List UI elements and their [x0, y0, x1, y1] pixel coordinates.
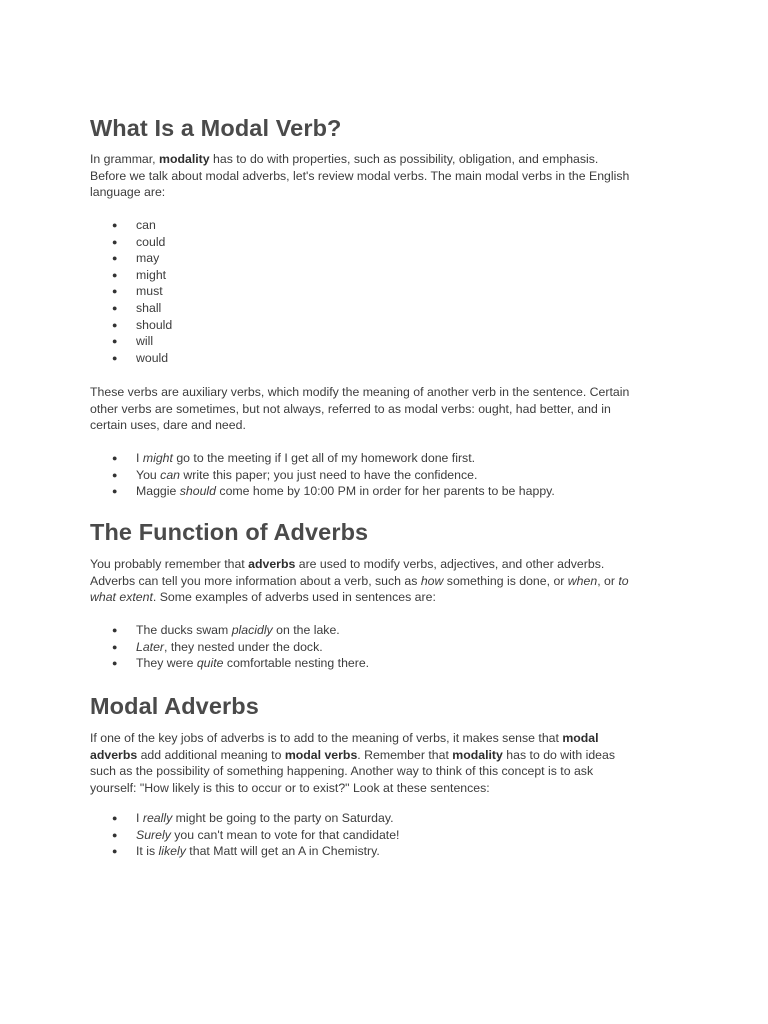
text: come home by 10:00 PM in order for her parents to be happy.	[216, 484, 555, 499]
list-item	[90, 234, 172, 251]
list-item-text: might	[136, 267, 167, 282]
list-item	[90, 810, 399, 827]
list-item	[90, 267, 172, 284]
text: If one of the key jobs of adverbs is to add to the meaning of verbs, it makes sense that	[90, 731, 563, 745]
text: write this paper; you just need to have the confidence.	[180, 467, 478, 482]
bullet-icon: ●	[112, 336, 118, 347]
text: The ducks swam	[136, 623, 232, 637]
modal-adverb-examples-list	[90, 810, 399, 860]
list-item	[90, 283, 172, 300]
list-item-text: would	[136, 350, 169, 365]
bold-term: modal verbs	[284, 747, 358, 762]
list-item	[90, 450, 555, 467]
bullet-icon: ●	[112, 236, 118, 247]
list-item-text: will	[136, 334, 154, 349]
bullet-icon: ●	[112, 829, 118, 840]
emphasis: might	[142, 451, 173, 465]
bold-term: adverbs	[248, 557, 296, 571]
text: certain uses, dare and need.	[90, 418, 246, 432]
bullet-icon: ●	[112, 286, 118, 297]
text: Maggie	[136, 484, 180, 499]
emphasis: should	[179, 484, 216, 499]
heading-function-of-adverbs: The Function of Adverbs	[90, 519, 369, 545]
emphasis: how	[420, 573, 444, 588]
bold-term: modality	[159, 152, 210, 166]
bullet-icon: ●	[112, 302, 118, 313]
text: on the lake.	[272, 623, 340, 637]
emphasis: likely	[158, 844, 186, 859]
bullet-icon: ●	[112, 641, 118, 652]
text: you can't mean to vote for that candidate!	[170, 827, 400, 842]
text: language are:	[90, 185, 166, 199]
list-item	[90, 217, 172, 234]
text: You	[136, 467, 161, 482]
bullet-icon: ●	[112, 352, 118, 363]
heading-what-is-modal-verb: What Is a Modal Verb?	[90, 115, 342, 141]
bullet-icon: ●	[112, 813, 118, 823]
bold-term: modal	[562, 731, 599, 745]
list-item-text: could	[136, 234, 166, 249]
bullet-icon: ●	[112, 658, 118, 669]
text: has to do with ideas	[502, 747, 615, 762]
list-item-text: may	[136, 251, 160, 266]
bullet-icon: ●	[112, 486, 118, 497]
emphasis: quite	[196, 656, 224, 671]
intro-paragraph	[90, 151, 629, 201]
list-item-text: shall	[136, 300, 162, 315]
list-item	[90, 250, 172, 267]
bullet-icon: ●	[112, 220, 118, 230]
list-item	[90, 827, 399, 844]
text: In grammar,	[90, 152, 160, 166]
text: , or	[597, 573, 619, 588]
bullet-icon: ●	[112, 253, 118, 264]
text: comfortable nesting there.	[223, 656, 370, 671]
list-item	[90, 843, 399, 860]
emphasis: can	[160, 467, 180, 482]
bullet-icon: ●	[112, 269, 118, 280]
list-item	[90, 483, 555, 500]
list-item-text: should	[136, 317, 173, 332]
emphasis: placidly	[231, 623, 273, 637]
text: They were	[136, 656, 197, 671]
bullet-icon: ●	[112, 319, 118, 330]
text: , they nested under the dock.	[164, 639, 323, 654]
text: I	[136, 811, 143, 825]
heading-modal-adverbs: Modal Adverbs	[90, 693, 259, 719]
adverbs-paragraph	[90, 556, 629, 606]
emphasis: Surely	[136, 827, 171, 842]
text: These verbs are auxiliary verbs, which modify the meaning of another verb in the sentence. Certain	[90, 385, 630, 399]
modal-verbs-list	[90, 217, 172, 366]
emphasis: really	[142, 811, 173, 825]
auxiliary-verbs-paragraph	[90, 384, 629, 434]
modal-adverbs-paragraph	[90, 730, 615, 796]
text: go to the meeting if I get all of my homework done first.	[172, 451, 476, 465]
text: . Some examples of adverbs used in sentences are:	[152, 590, 436, 604]
text: It is	[136, 844, 159, 859]
text: You probably remember that	[90, 557, 249, 571]
list-item	[90, 300, 172, 317]
list-item	[90, 317, 172, 334]
list-item	[90, 350, 172, 367]
bold-term: modality	[452, 747, 503, 762]
text: might be going to the party on Saturday.	[172, 811, 394, 825]
list-item-text: can	[136, 218, 156, 232]
list-item-text: must	[136, 284, 163, 299]
emphasis: to	[618, 573, 629, 588]
text: I	[136, 451, 143, 465]
text: add additional meaning to	[137, 747, 285, 762]
bullet-icon: ●	[112, 846, 118, 857]
text: something is done, or	[443, 573, 568, 588]
text: other verbs are sometimes, but not always, referred to as modal verbs: ought, had better, and in	[90, 401, 611, 416]
text: Before we talk about modal adverbs, let's review modal verbs. The main modal verbs in the English	[90, 168, 630, 183]
text: . Remember that	[357, 747, 453, 762]
bullet-icon: ●	[112, 453, 118, 463]
text: that Matt will get an A in Chemistry.	[185, 844, 380, 859]
bold-term: adverbs	[90, 747, 138, 762]
bullet-icon: ●	[112, 625, 118, 635]
emphasis: what extent	[90, 590, 153, 604]
modal-verb-examples-list	[90, 450, 555, 500]
list-item	[90, 655, 369, 672]
bullet-icon: ●	[112, 469, 118, 480]
list-item	[90, 622, 369, 639]
emphasis: when	[567, 573, 598, 588]
text: Adverbs can tell you more information about a verb, such as	[90, 573, 421, 588]
text: has to do with properties, such as possibility, obligation, and emphasis.	[209, 152, 599, 166]
text: are used to modify verbs, adjectives, and other adverbs.	[295, 557, 605, 571]
adverb-examples-list	[90, 622, 369, 672]
text: yourself: "How likely is this to occur or to exist?" Look at these sentences:	[90, 780, 490, 795]
list-item	[90, 333, 172, 350]
text: such as the possibility of something happening. Another way to think of this concept is to ask	[90, 764, 594, 778]
list-item	[90, 467, 555, 484]
list-item	[90, 639, 369, 656]
emphasis: Later	[136, 639, 165, 654]
